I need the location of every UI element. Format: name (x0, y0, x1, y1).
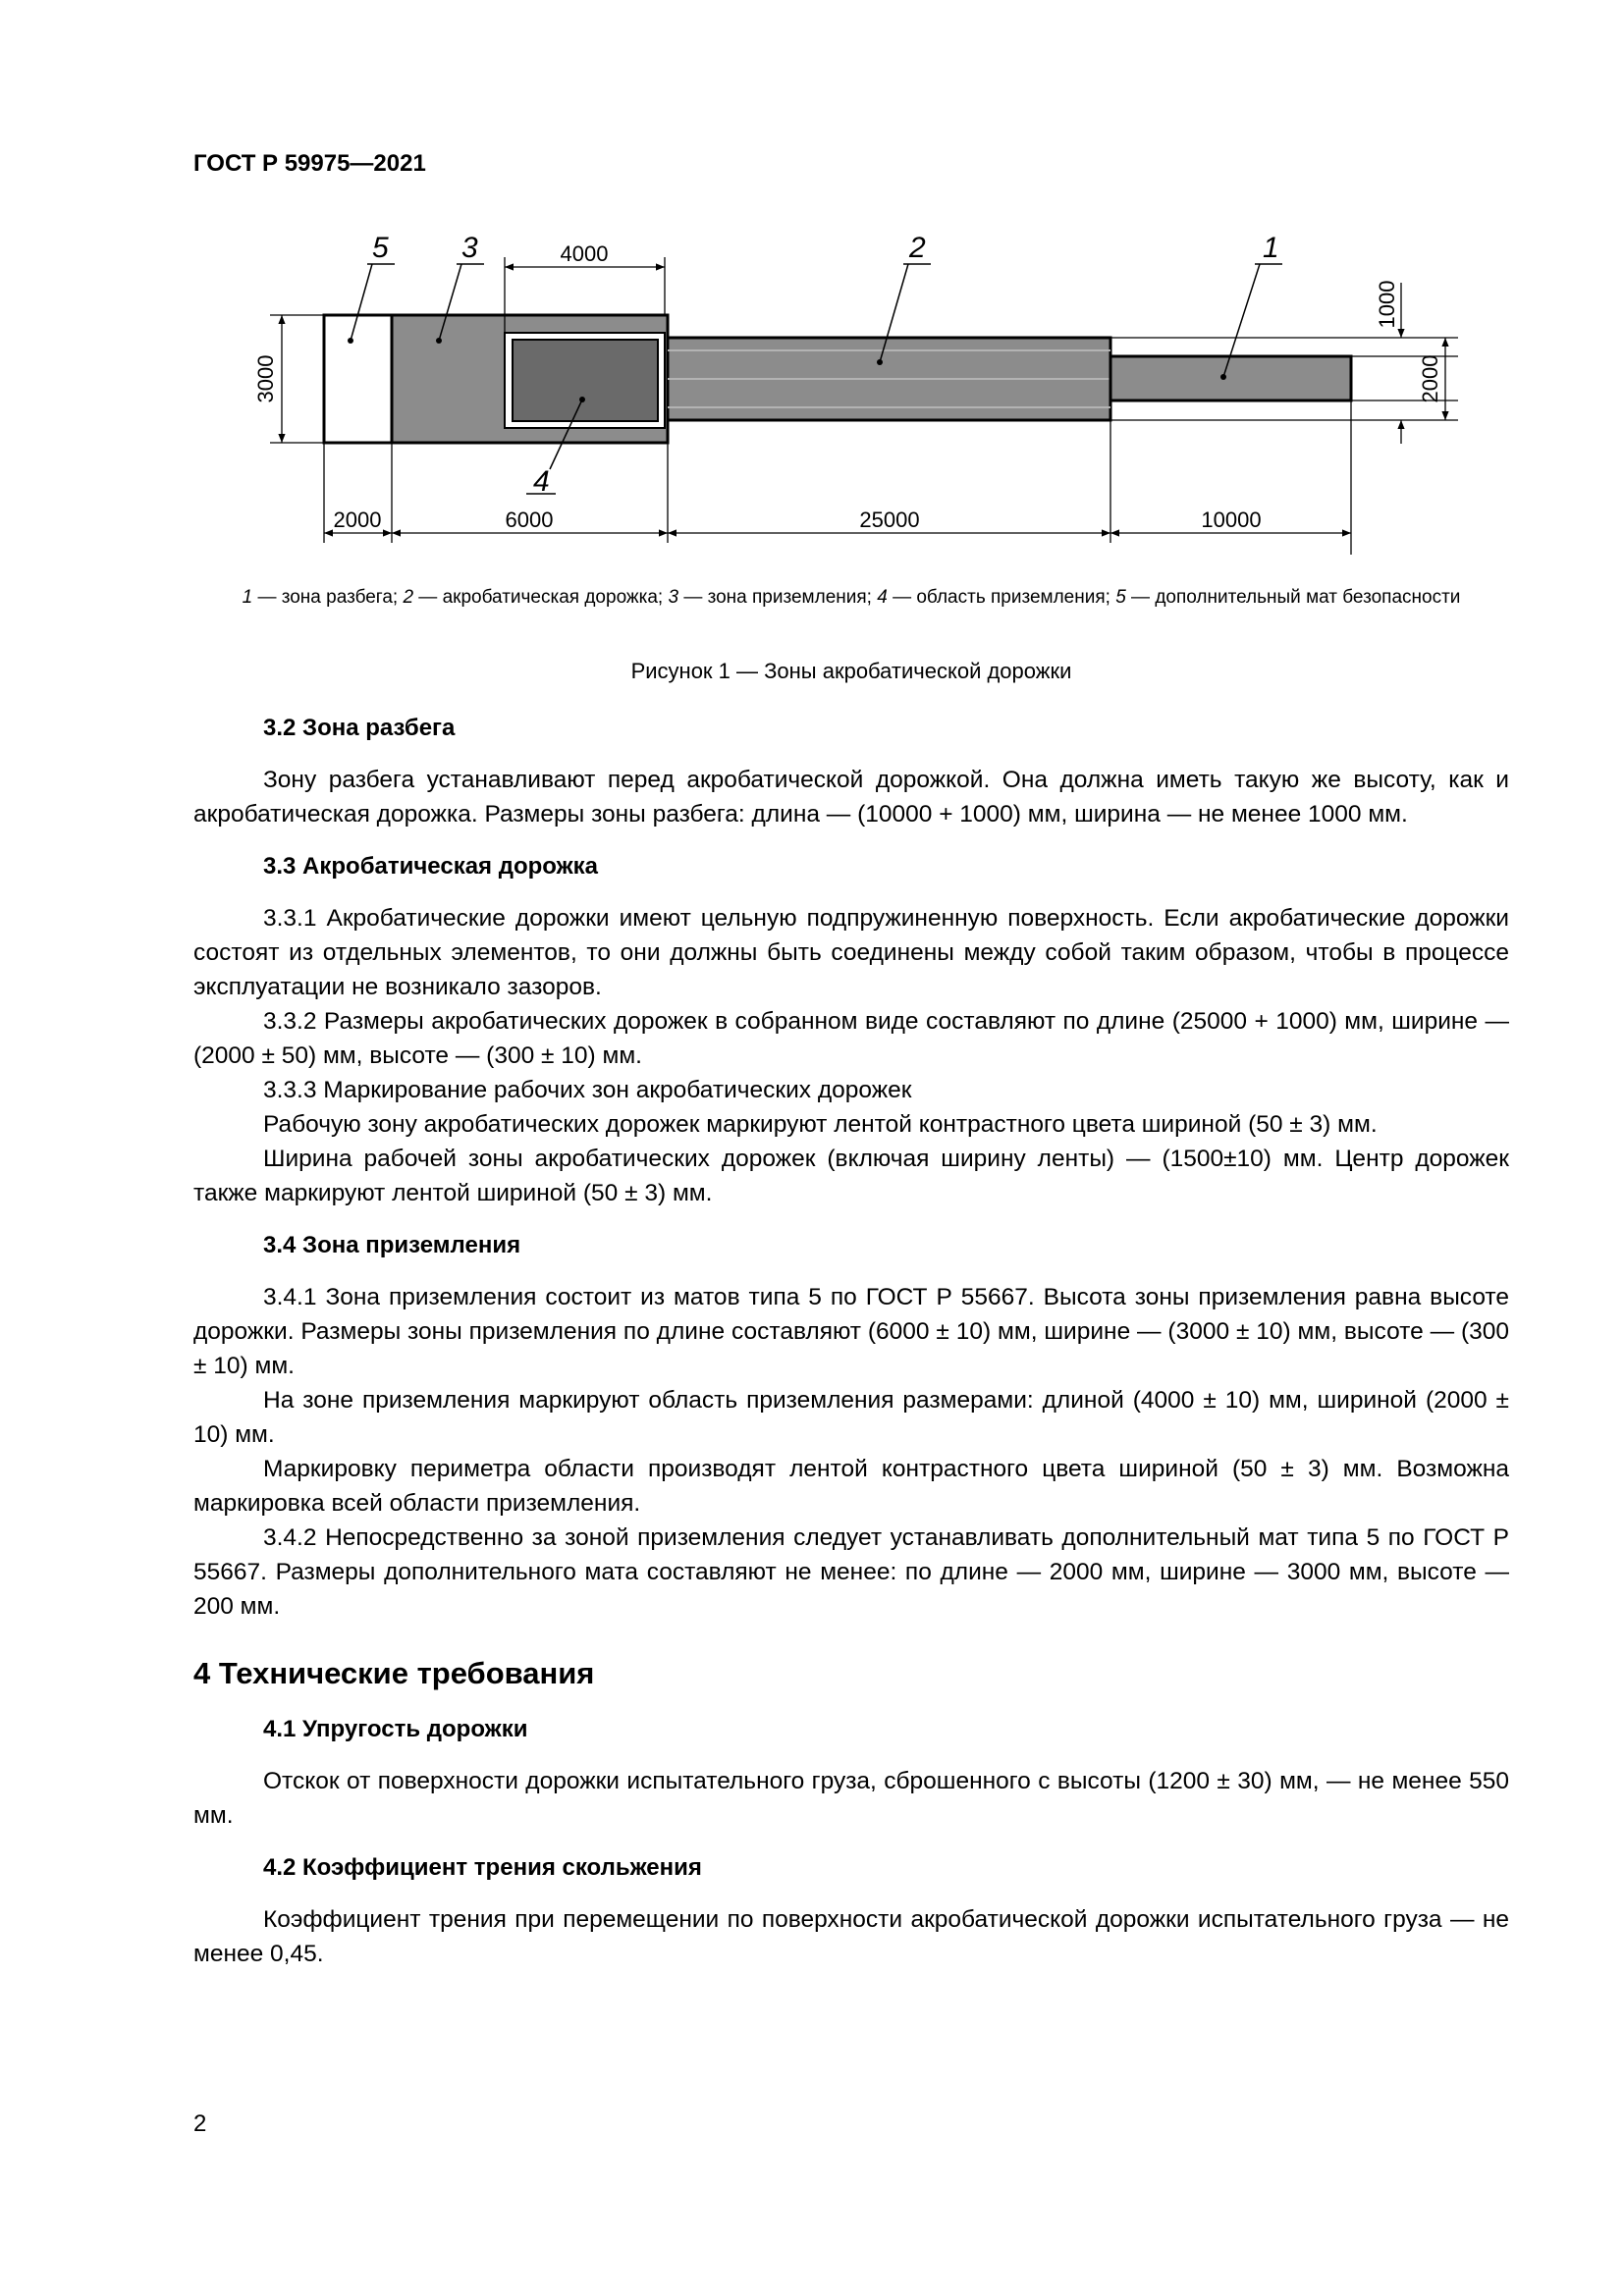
zone-1-run-up (1110, 356, 1351, 400)
callout-5: 5 (372, 232, 389, 264)
clause-3-4-1-paragraph-2: На зоне приземления маркируют область приземления размерами: длиной (4000 ± 10) мм, шириной (2000 ± 10) мм. (193, 1387, 1509, 1448)
zone-2-acrobatic-track (668, 338, 1110, 420)
document-code-header: ГОСТ Р 59975—2021 (193, 150, 426, 177)
figure-legend: 1 — зона разбега; 2 — акробатическая дорожка; 3 — зона приземления; 4 — область приземления; 5 — дополнительный мат безопасности (242, 587, 1461, 608)
clause-3-4-1-paragraph-3: Маркировку периметра области производят лентой контрастного цвета шириной (50 ± 3) мм. Возможна маркировка всей области приземления. (193, 1456, 1509, 1517)
section-3-4-heading: 3.4 Зона приземления (263, 1232, 521, 1258)
dimension-6000: 6000 (505, 507, 554, 532)
dimension-2000-right: 2000 (1418, 354, 1442, 403)
dimension-3000: 3000 (253, 354, 278, 403)
clause-3-3-3-paragraph-1: Рабочую зону акробатических дорожек маркируют лентой контрастного цвета шириной (50 ± 3) мм. (263, 1111, 1378, 1138)
callout-1: 1 (1263, 232, 1279, 264)
section-4-1-heading: 4.1 Упругость дорожки (263, 1716, 528, 1742)
acrobatic-track-zones-diagram (0, 0, 1624, 579)
figure-caption: Рисунок 1 — Зоны акробатической дорожки (630, 659, 1072, 683)
section-3-2-paragraph: Зону разбега устанавливают перед акробатической дорожкой. Она должна иметь такую же высоту, как и акробатическая дорожка. Размеры зоны разбега: длина — (10000 + 1000) мм, ширина — не менее 1000 мм. (193, 767, 1509, 828)
clause-3-3-2: 3.3.2 Размеры акробатических дорожек в собранном виде составляют по длине (25000 + 1000) мм, ширине — (2000 ± 50) мм, высоте — (300 ± 10) мм. (193, 1008, 1509, 1069)
zone-5-safety-mat (324, 315, 392, 443)
clause-3-4-2: 3.4.2 Непосредственно за зоной приземления следует устанавливать дополнительный мат типа 5 по ГОСТ Р 55667. Размеры дополнительного мата составляют не менее: по длине — 2000 мм, ширине — 3000 мм, высоте — 200 мм. (193, 1524, 1509, 1620)
dimension-25000: 25000 (859, 507, 920, 532)
document-body (193, 711, 1509, 1971)
section-4-heading: 4 Технические требования (193, 1656, 595, 1690)
clause-3-3-1: 3.3.1 Акробатические дорожки имеют цельную подпружиненную поверхность. Если акробатические дорожки состоят из отдельных элементов, то они должны быть соединены между собой таким образом, чтобы в процессе эксплуатации не возникало зазоров. (193, 905, 1509, 1000)
clause-3-3-3: 3.3.3 Маркирование рабочих зон акробатических дорожек (263, 1077, 912, 1103)
page-number: 2 (193, 2110, 207, 2137)
dimension-2000-bottom: 2000 (333, 507, 382, 532)
dimension-1000: 1000 (1375, 280, 1399, 329)
section-4-2-paragraph: Коэффициент трения при перемещении по поверхности акробатической дорожки испытательного груза — не менее 0,45. (193, 1906, 1509, 1967)
clause-3-4-1: 3.4.1 Зона приземления состоит из матов типа 5 по ГОСТ Р 55667. Высота зоны приземления равна высоте дорожки. Размеры зоны приземления по длине составляют (6000 ± 10) мм, ширине — (3000 ± 10) мм, высоте — (300 ± 10) мм. (193, 1284, 1509, 1379)
dimension-4000: 4000 (560, 241, 609, 266)
section-4-1-paragraph: Отскок от поверхности дорожки испытательного груза, сброшенного с высоты (1200 ± 30) мм, — не менее 550 мм. (193, 1768, 1509, 1829)
section-3-2-heading: 3.2 Зона разбега (263, 715, 456, 741)
dimension-10000: 10000 (1201, 507, 1262, 532)
callout-2: 2 (909, 232, 926, 264)
section-4-2-heading: 4.2 Коэффициент трения скольжения (263, 1854, 702, 1881)
clause-3-3-3-paragraph-2: Ширина рабочей зоны акробатических дорожек (включая ширину ленты) — (1500±10) мм. Центр дорожек также маркируют лентой шириной (50 ± 3) мм. (193, 1146, 1509, 1206)
zone-4-landing-area (505, 333, 665, 428)
callout-3: 3 (461, 232, 478, 264)
callout-4: 4 (533, 465, 550, 498)
section-3-3-heading: 3.3 Акробатическая дорожка (263, 853, 598, 880)
